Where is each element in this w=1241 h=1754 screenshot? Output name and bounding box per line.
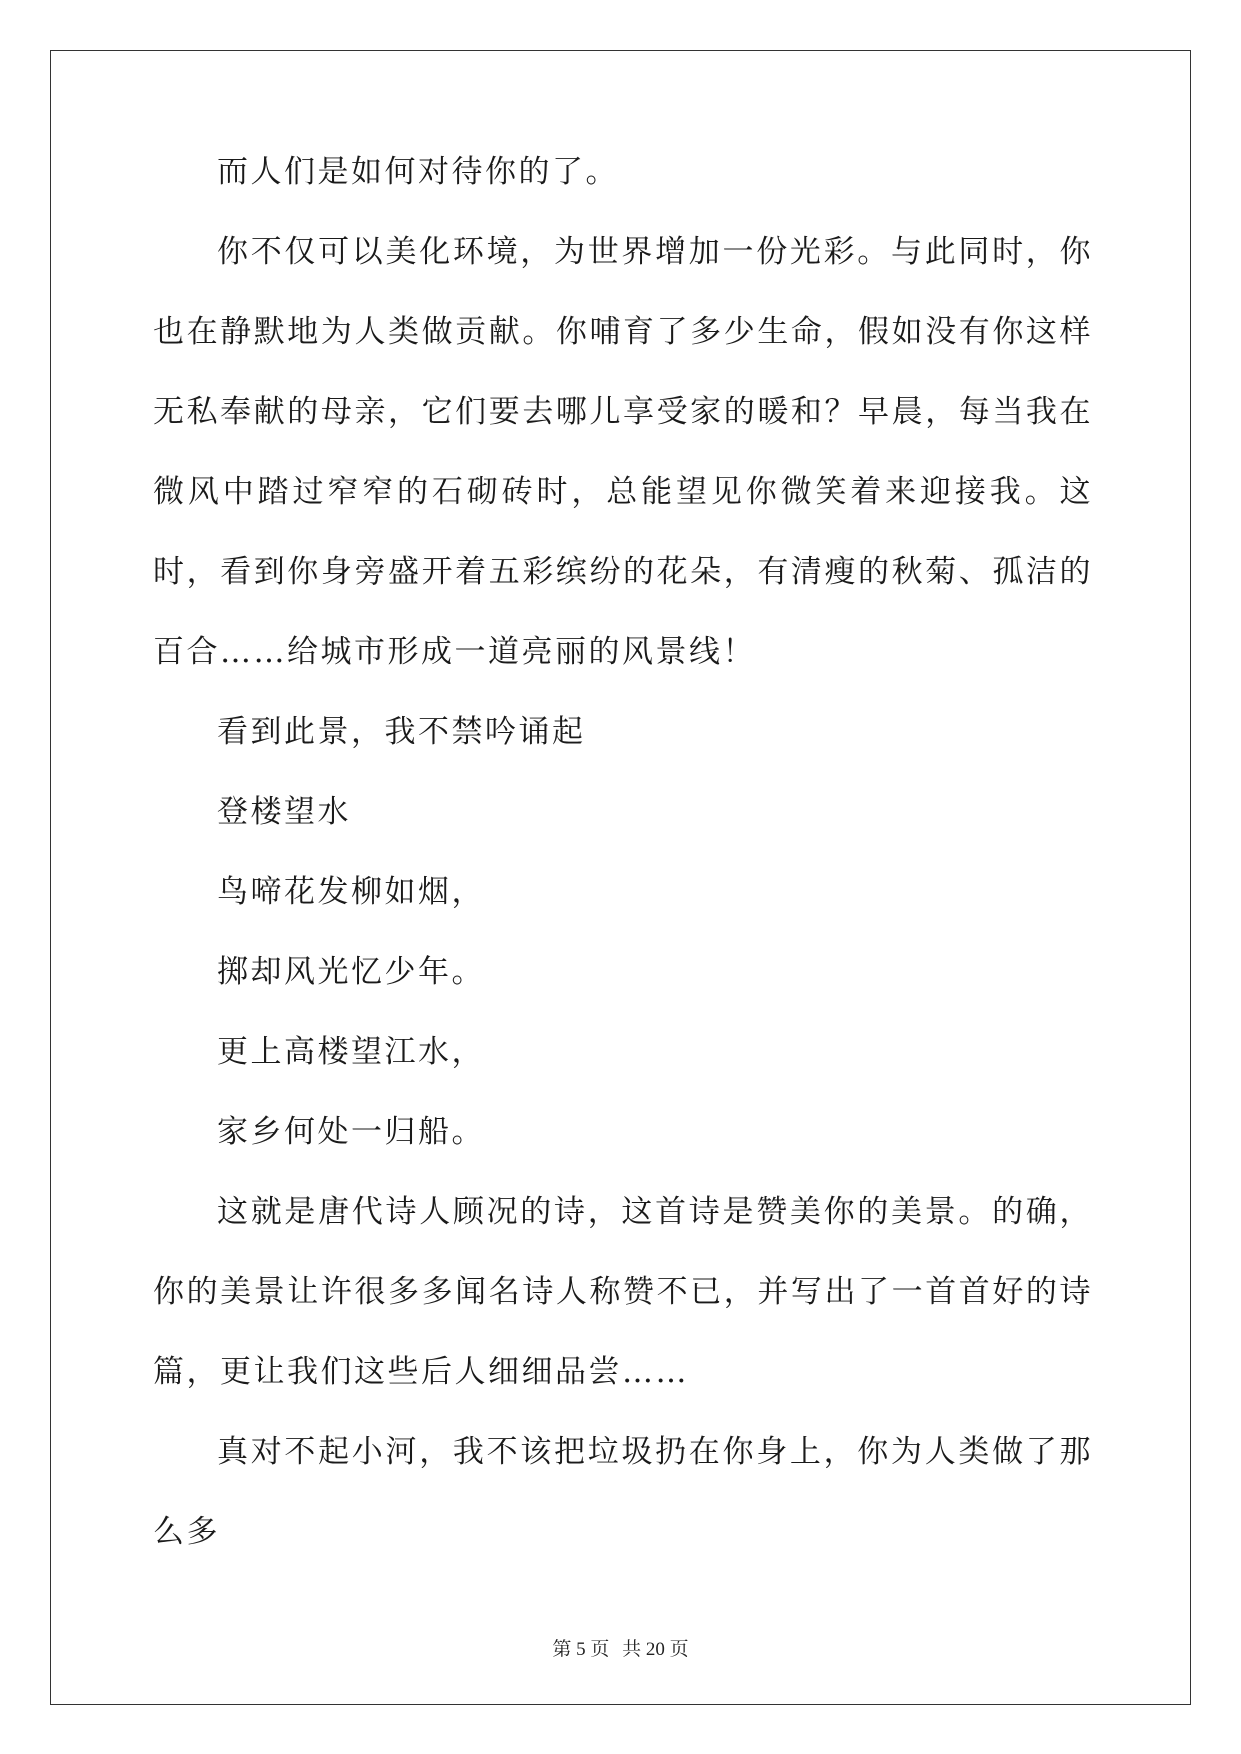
paragraph-3: 看到此景，我不禁吟诵起 (217, 714, 586, 750)
poem-line-2: 掷却风光忆少年。 (217, 954, 485, 990)
paragraph-5: 真对不起小河，我不该把垃圾扔在你身上，你为人类做了那么多 (153, 1434, 1093, 1550)
poem-title: 登楼望水 (217, 794, 351, 830)
paragraph-4: 这就是唐代诗人顾况的诗，这首诗是赞美你的美景。的确，你的美景让许很多多闻名诗人称赞不已，并写出了一首首好的诗篇，更让我们这些后人细细品尝…… (153, 1194, 1093, 1390)
page-footer (0, 1634, 1241, 1661)
page-number: 第 5 页 (552, 1639, 610, 1660)
page-total: 共 20 页 (622, 1639, 689, 1660)
paragraph-1: 而人们是如何对待你的了。 (217, 154, 619, 190)
poem-line-1: 鸟啼花发柳如烟， (217, 874, 485, 910)
poem-line-3: 更上高楼望江水， (217, 1034, 485, 1070)
paragraph-2: 你不仅可以美化环境，为世界增加一份光彩。与此同时，你也在静默地为人类做贡献。你哺育了多少生命，假如没有你这样无私奉献的母亲，它们要去哪儿享受家的暖和？早晨，每当我在微风中踏过窄窄的石砌砖时，总能望见你微笑着来迎接我。这时，看到你身旁盛开着五彩缤纷的花朵，有清瘦的秋菊、孤洁的百合……给城市形成一道亮丽的风景线！ (153, 234, 1093, 670)
poem-line-4: 家乡何处一归船。 (217, 1114, 485, 1150)
document-body (153, 154, 1093, 1572)
